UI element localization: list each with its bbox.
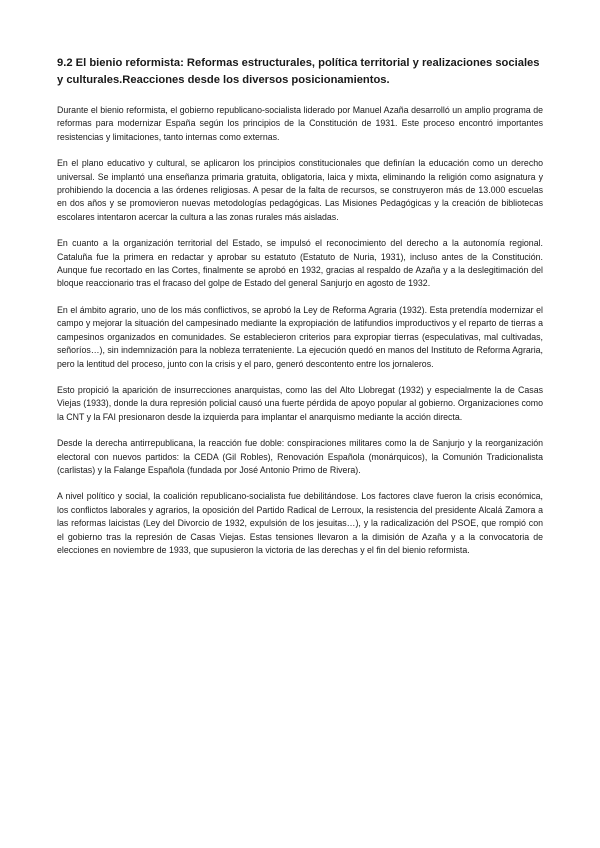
paragraph-education: En el plano educativo y cultural, se aplicaron los principios constitucionales que definían la educación como un derecho universal. Se implantó una enseñanza primaria gratuita, obligatoria, laica y mixta, eliminando la religión como asignatura y prohibiendo la docencia a las órdenes religiosas. A pesar de la falta de recursos, se construyeron más de 13.000 escuelas en dos años y se promovieron nuevas metodologías pedagógicas. Las Misiones Pedagógicas y la creación de bibliotecas escolares intentaron acercar la cultura a las zonas rurales más aisladas. [57, 158, 543, 222]
paragraph-agrarian: En el ámbito agrario, uno de los más conflictivos, se aprobó la Ley de Reforma Agraria (1932). Esta pretendía modernizar el campo y mejorar la situación del campesinado mediante la expropiación de latifundios improductivos y el reparto de tierras a campesinos organizados en comunidades. Se establecieron criterios para expropiar tierras (especulativas, mal cultivadas, señoríos…), sin indemnización para la nobleza terrateniente. La ejecución quedó en manos del Instituto de Reforma Agraria, pero la lentitud del proceso, junto con la crisis y el paro, generó descontento entre los jornaleros. [57, 304, 543, 369]
document-title: 9.2 El bienio reformista: Reformas estructurales, política territorial y realizaciones sociales y culturales.Reacciones desde los diversos posicionamientos. [57, 57, 540, 86]
paragraph-right-reaction: Desde la derecha antirrepublicana, la reacción fue doble: conspiraciones militares como la de Sanjurjo y la reorganización electoral con nuevos partidos: la CEDA (Gil Robles), Renovación Española (monárquicos), la Comunión Tradicionalista (carlistas) y la Falange Española (fundada por José Antonio Primo de Rivera). [57, 438, 543, 475]
document-page [57, 55, 543, 570]
paragraph-anarchist: Esto propició la aparición de insurrecciones anarquistas, como las del Alto Llobregat (1932) y especialmente la de Casas Viejas (1933), donde la dura represión policial causó una fuerte pérdida de apoyo popular al gobierno. Organizaciones como la CNT y la FAI presionaron desde la izquierda para implantar el anarquismo mediante la acción directa. [57, 384, 543, 422]
paragraph-territorial: En cuanto a la organización territorial del Estado, se impulsó el reconocimiento del derecho a la autonomía regional. Cataluña fue la primera en redactar y aprobar su estatuto (Estatuto de Nuria, 1931), incluso antes de la Constitución. Aunque fue recortado en las Cortes, finalmente se aprobó en 1932, gracias al respaldo de Azaña y a la deslegitimación del bloque reaccionario tras el fracaso del golpe de Estado del general Sanjurjo en agosto de 1932. [57, 238, 543, 289]
paragraph-political: A nivel político y social, la coalición republicano-socialista fue debilitándose. Los factores clave fueron la crisis económica, los conflictos laborales y agrarios, la oposición del Partido Radical de Lerroux, la resistencia del presidente Alcalá Zamora a las reformas laicistas (Ley del Divorcio de 1932, expulsión de los jesuitas…), y la radicalización del PSOE, que rompió con el gobierno tras la represión de Casas Viejas. Estas tensiones llevaron a la dimisión de Azaña y a la convocatoria de elecciones en noviembre de 1933, que supusieron la victoria de las derechas y el fin del bienio reformista. [57, 491, 543, 555]
paragraph-intro: Durante el bienio reformista, el gobierno republicano-socialista liderado por Manuel Azaña desarrolló un amplio programa de reformas para modernizar España según los principios de la Constitución de 1931. Este proceso encontró importantes resistencias y limitaciones, tanto internas como externas. [57, 105, 543, 142]
